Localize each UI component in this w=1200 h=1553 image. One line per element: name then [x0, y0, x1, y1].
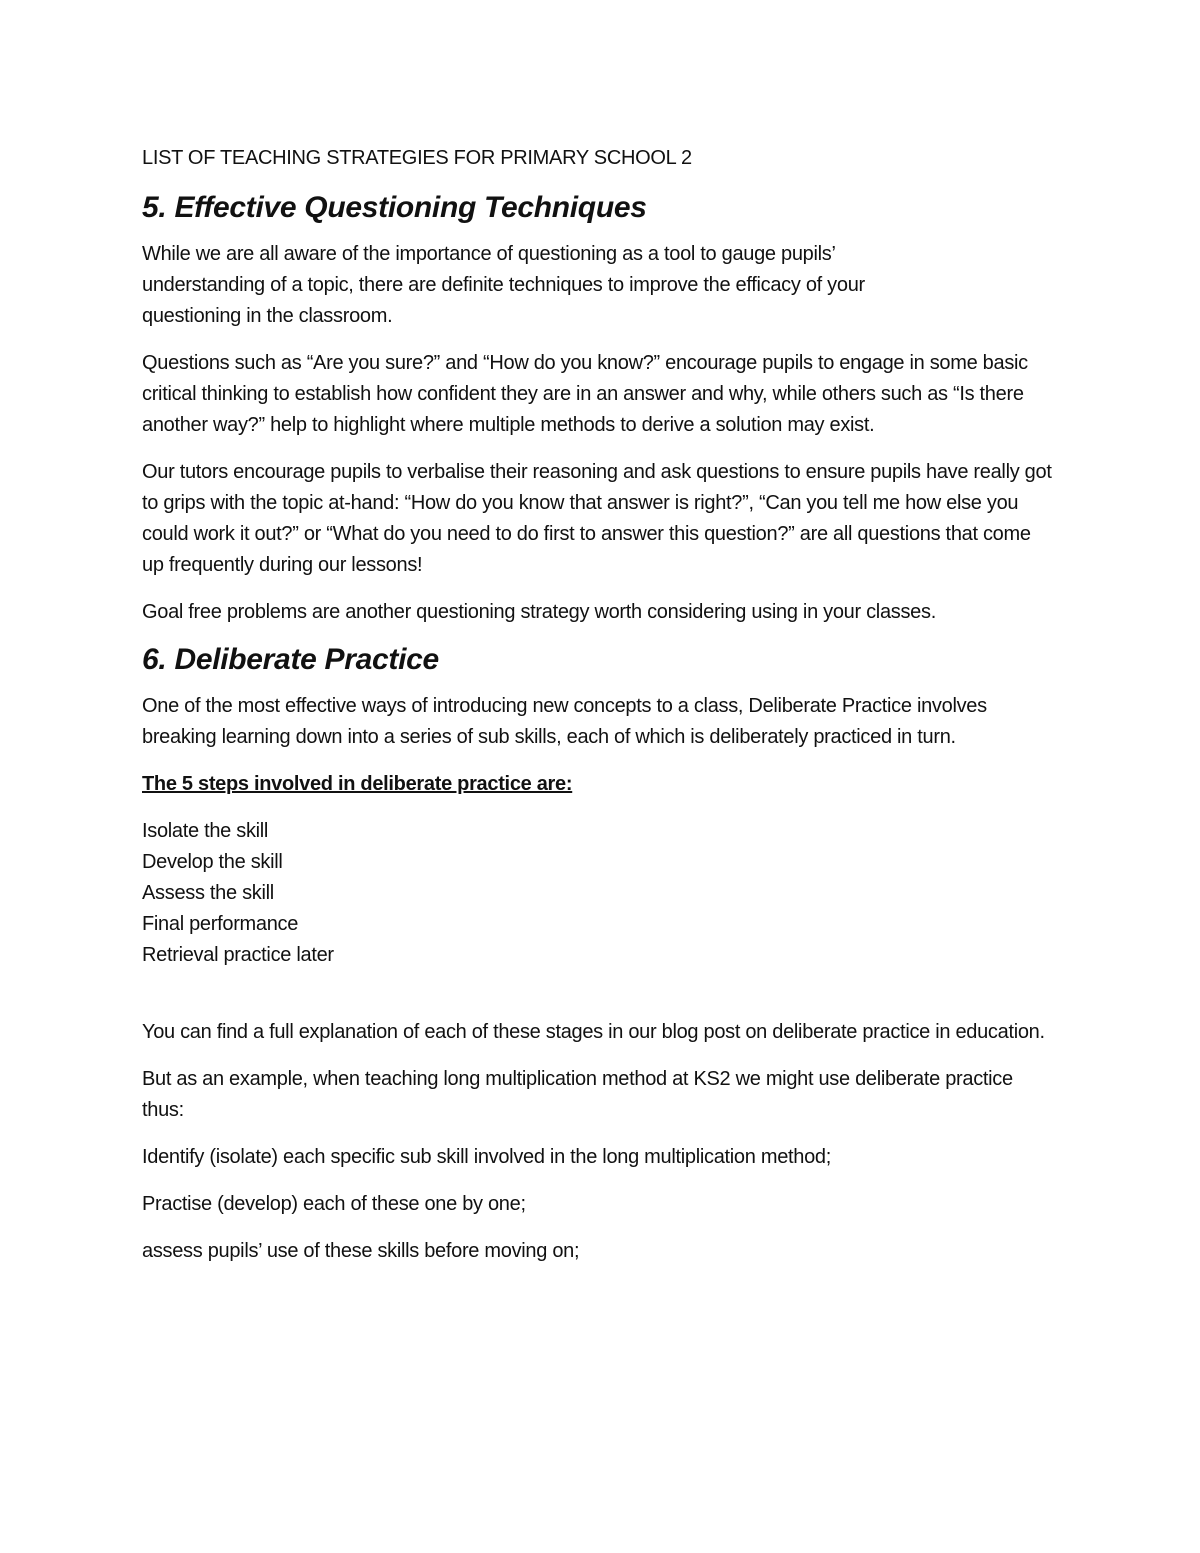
paragraph: Goal free problems are another questioning strategy worth considering using in your classes.: [142, 601, 936, 623]
section-heading-questioning: 5. Effective Questioning Techniques: [142, 191, 647, 224]
steps-list: [142, 816, 1072, 971]
document-body: [142, 143, 1072, 1283]
section-heading-deliberate-practice: 6. Deliberate Practice: [142, 643, 439, 676]
list-item: Isolate the skill: [142, 820, 269, 842]
paragraph: assess pupils’ use of these skills before moving on;: [142, 1240, 580, 1262]
paragraph: One of the most effective ways of introducing new concepts to a class, Deliberate Practice involves breaking learning down into a series of sub skills, each of which is deliberately practiced in turn.: [142, 695, 987, 748]
paragraph: Practise (develop) each of these one by one;: [142, 1193, 526, 1215]
list-item: Final performance: [142, 913, 299, 935]
paragraph: Questions such as “Are you sure?” and “How do you know?” encourage pupils to engage in some basic critical thinking to establish how confident they are in an answer and why, while others such as “Is there another way?” help to highlight where multiple methods to derive a solution may exist.: [142, 352, 1028, 436]
paragraph: But as an example, when teaching long multiplication method at KS2 we might use deliberate practice thus:: [142, 1068, 1013, 1121]
paragraph: Our tutors encourage pupils to verbalise their reasoning and ask questions to ensure pupils have really got to grips with the topic at-hand: “How do you know that answer is right?”, “Can you tell me how else you could work it out?” or “What do you need to do first to answer this question?” are all questions that come up frequently during our lessons!: [142, 461, 1052, 576]
document-title: LIST OF TEACHING STRATEGIES FOR PRIMARY SCHOOL 2: [142, 147, 692, 169]
paragraph: Identify (isolate) each specific sub skill involved in the long multiplication method;: [142, 1146, 832, 1168]
paragraph: While we are all aware of the importance of questioning as a tool to gauge pupils’ understanding of a topic, there are definite techniques to improve the efficacy of your questioning in the classroom.: [142, 243, 865, 327]
list-item: Assess the skill: [142, 882, 274, 904]
steps-heading: The 5 steps involved in deliberate practice are:: [142, 773, 573, 795]
list-item: Develop the skill: [142, 851, 283, 873]
list-item: Retrieval practice later: [142, 944, 334, 966]
paragraph: You can find a full explanation of each of these stages in our blog post on deliberate practice in education.: [142, 1021, 1045, 1043]
